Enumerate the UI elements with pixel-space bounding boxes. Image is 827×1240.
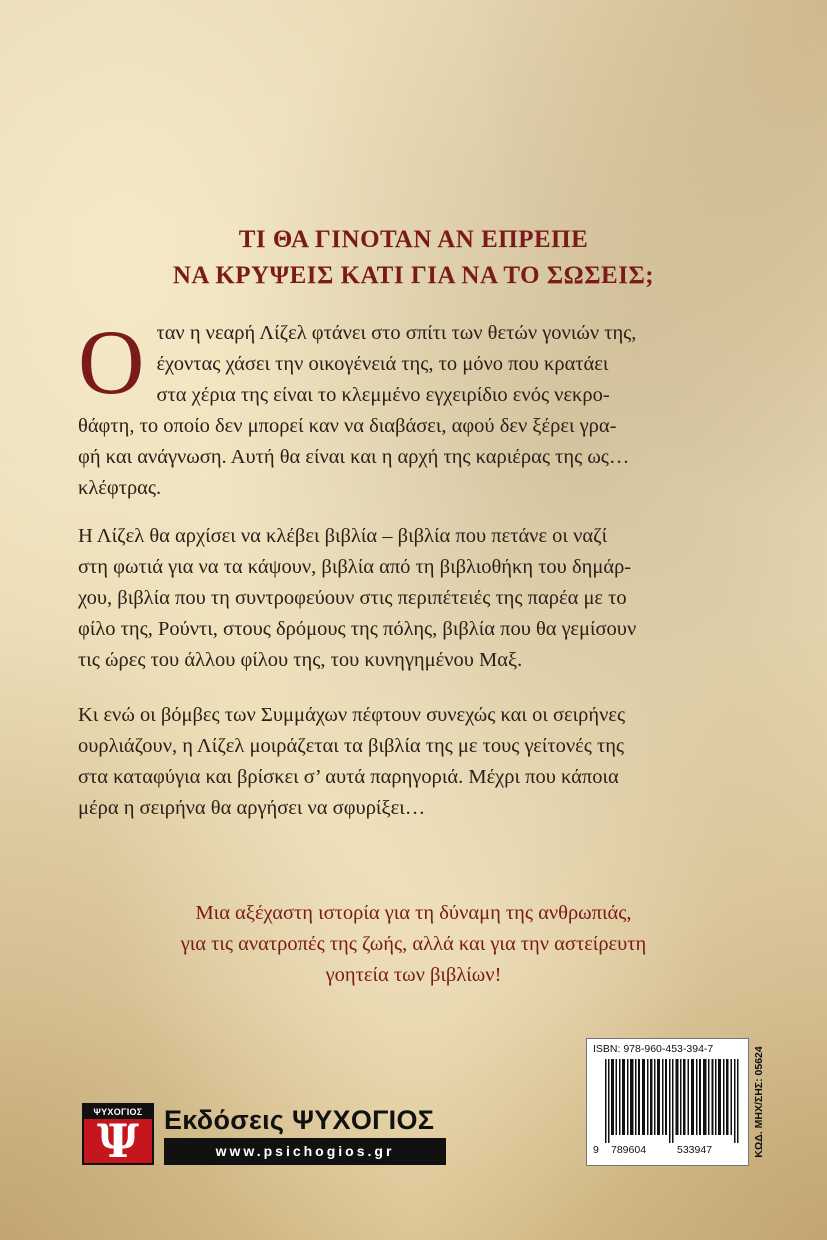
barcode-digits-left: 789604 [611, 1144, 647, 1156]
paragraph-2-line-4: φίλο της, Ρούντι, στους δρόμους της πόλης, βιβλία που θα γεμίσουν [78, 618, 637, 640]
paragraph-1 [78, 311, 746, 504]
paragraph-1-line-1: ταν η νεαρή Λίζελ φτάνει στο σπίτι των θετών γονιών της, [156, 322, 637, 344]
headline-line-2: ΝΑ ΚΡΥΨΕΙΣ ΚΑΤΙ ΓΙΑ ΝΑ ΤΟ ΣΩΣΕΙΣ; [172, 262, 655, 289]
paragraph-3-line-3: στα καταφύγια και βρίσκει σ’ αυτά παρηγοριά. Μέχρι που κάποια [78, 766, 619, 788]
paragraph-3-line-2: ουρλιάζουν, η Λίζελ μοιράζεται τα βιβλία της με τους γείτονές της [78, 735, 625, 757]
paragraph-3-line-1: Κι ενώ οι βόμβες των Συμμάχων πέφτουν συνεχώς και οι σειρήνες [78, 704, 626, 726]
paragraph-1-line-6: κλέφτρας. [78, 477, 162, 499]
tagline-line-1: Μια αξέχαστη ιστορία για τη δύναμη της ανθρωπιάς, [195, 902, 632, 924]
headline [0, 222, 827, 294]
paragraph-1-line-5: φή και ανάγνωση. Αυτή θα είναι και η αρχή της καριέρας της ως… [78, 446, 630, 468]
paragraph-2-line-2: στη φωτιά για να τα κάψουν, βιβλία από τη βιβλιοθήκη του δημάρ- [78, 556, 632, 578]
isbn-barcode [586, 1038, 749, 1166]
drop-cap: Ο [78, 311, 145, 413]
paragraph-3 [78, 700, 746, 824]
paragraph-2-line-5: τις ώρες του άλλου φίλου της, του κυνηγημένου Μαξ. [78, 649, 523, 671]
publisher-name: Εκδόσεις ΨΥΧΟΓΙΟΣ [164, 1105, 435, 1135]
psi-glyph: Ψ [96, 1114, 139, 1168]
tagline-line-3: γοητεία των βιβλίων! [325, 964, 502, 986]
publisher-url: www.psichogios.gr [164, 1138, 446, 1165]
product-code [752, 1038, 766, 1166]
psi-logo-icon [82, 1103, 154, 1168]
paragraph-2 [78, 521, 746, 676]
barcode-digits-right: 533947 [677, 1144, 713, 1156]
isbn-label: ISBN: 978-960-453-394-7 [593, 1043, 714, 1055]
paragraph-3-line-4: μέρα η σειρήνα θα αργήσει να σφυρίξει… [78, 797, 426, 819]
logo-wordmark: ΨΥΧΟΓΙΟΣ [84, 1105, 152, 1119]
headline-line-1: ΤΙ ΘΑ ΓΙΝΟΤΑΝ ΑΝ ΕΠΡΕΠΕ [238, 226, 589, 253]
paragraph-2-line-1: Η Λίζελ θα αρχίσει να κλέβει βιβλία – βιβλία που πετάνε οι ναζί [78, 525, 608, 547]
publisher-logo [82, 1103, 446, 1168]
barcode-bars-icon [603, 1059, 745, 1143]
paragraph-2-line-3: χου, βιβλία που τη συντροφεύουν στις περιπέτειές της παρέα με το [78, 587, 627, 609]
paragraph-1-line-4: θάφτη, το οποίο δεν μπορεί καν να διαβάσει, αφού δεν ξέρει γρα- [78, 415, 617, 437]
paragraph-1-line-3: στα χέρια της είναι το κλεμμένο εγχειρίδιο ενός νεκρο- [156, 384, 610, 406]
paragraph-1-line-2: έχοντας χάσει την οικογένειά της, το μόνο που κρατάει [156, 353, 609, 375]
barcode-digit-first: 9 [593, 1144, 599, 1156]
tagline-line-2: για τις ανατροπές της ζωής, αλλά και για την αστείρευτη [180, 933, 647, 955]
tagline [0, 898, 827, 991]
product-code-text: ΚΩΔ. ΜΗΧ/ΣΗΣ: 05624 [753, 1046, 765, 1158]
